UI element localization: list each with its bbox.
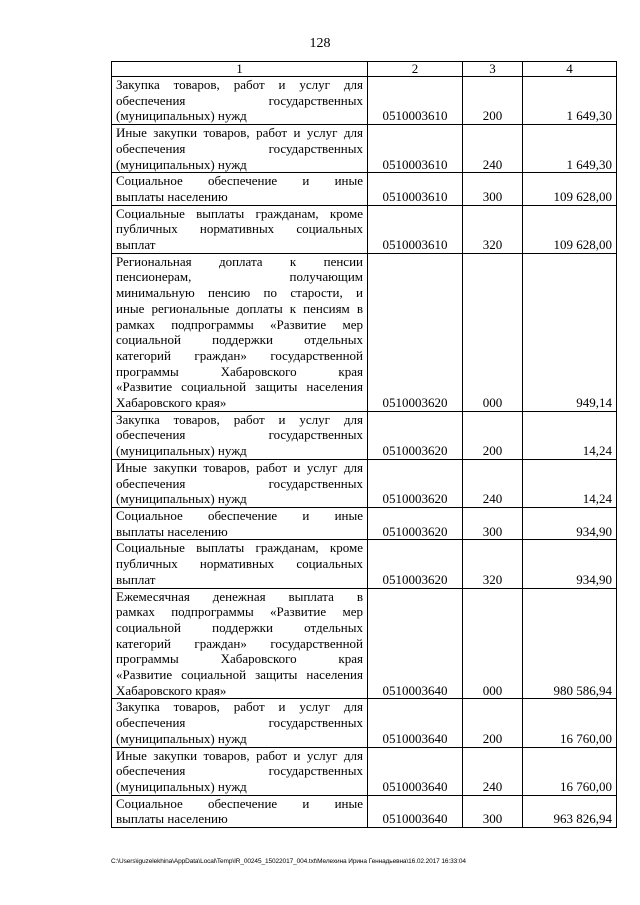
row-name-line: обеспечения государственных: [116, 427, 363, 443]
row-sum-cell: 16 760,00: [523, 747, 617, 795]
row-name-line: «Развитие социальной защиты населения: [116, 379, 363, 395]
table-row: [112, 699, 617, 747]
header-cell-name: 1: [112, 62, 368, 77]
row-code-cell: 0510003640: [368, 588, 463, 699]
row-name-line: (муниципальных) нужд: [116, 730, 247, 746]
row-name-line: «Развитие социальной защиты населения: [116, 667, 363, 683]
row-name-cell: [112, 77, 368, 125]
table-row: [112, 507, 617, 539]
row-name-line: категорий граждан» государственной: [116, 635, 363, 651]
table-row: [112, 795, 617, 827]
row-code-cell: 0510003610: [368, 173, 463, 205]
row-name-line: Хабаровского края»: [116, 682, 227, 698]
row-name-line: Региональная доплата к пенсии: [116, 253, 363, 269]
row-name-line: (муниципальных) нужд: [116, 108, 247, 124]
table-row: [112, 459, 617, 507]
row-expense-type-cell: 300: [463, 795, 523, 827]
row-name-line: обеспечения государственных: [116, 475, 363, 491]
header-cell-code: 2: [368, 62, 463, 77]
table-row: [112, 411, 617, 459]
table-row: [112, 540, 617, 588]
row-sum-cell: 109 628,00: [523, 205, 617, 253]
table-row: [112, 77, 617, 125]
row-expense-type-cell: 200: [463, 699, 523, 747]
file-path-footer: C:\Users\iguzelekhina\AppData\Local\Temp\IR_00245_15022017_004.txt\Мелехина Ирина Геннадьевна\16.02.2017 16:33:04: [111, 858, 466, 865]
row-name-line: выплаты населению: [116, 811, 228, 827]
row-expense-type-cell: 000: [463, 253, 523, 411]
row-name-line: (муниципальных) нужд: [116, 778, 247, 794]
row-name-line: Социальное обеспечение и иные: [116, 507, 363, 523]
row-code-cell: 0510003610: [368, 77, 463, 125]
row-expense-type-cell: 300: [463, 173, 523, 205]
row-name-line: рамках подпрограммы «Развитие мер: [116, 604, 363, 620]
table-row: [112, 253, 617, 411]
row-expense-type-cell: 320: [463, 205, 523, 253]
row-name-line: Социальное обеспечение и иные: [116, 795, 363, 811]
row-name-line: минимальную пенсию по старости, и: [116, 285, 363, 301]
table-body: [112, 62, 617, 828]
row-name-cell: [112, 588, 368, 699]
row-name-line: (муниципальных) нужд: [116, 491, 247, 507]
row-name-line: пенсионерам, получающим: [116, 269, 363, 285]
row-name-line: рамках подпрограммы «Развитие мер: [116, 316, 363, 332]
row-name-cell: [112, 411, 368, 459]
row-expense-type-cell: 240: [463, 459, 523, 507]
header-cell-sum: 4: [523, 62, 617, 77]
row-name-cell: [112, 205, 368, 253]
row-name-cell: [112, 795, 368, 827]
row-name-line: обеспечения государственных: [116, 92, 363, 108]
row-name-cell: [112, 125, 368, 173]
row-name-line: обеспечения государственных: [116, 715, 363, 731]
page-number: 128: [309, 36, 331, 51]
row-name-line: Иные закупки товаров, работ и услуг для: [116, 125, 363, 141]
row-name-cell: [112, 540, 368, 588]
row-name-line: Закупка товаров, работ и услуг для: [116, 77, 363, 92]
row-name-line: Иные закупки товаров, работ и услуг для: [116, 747, 363, 763]
row-expense-type-cell: 000: [463, 588, 523, 699]
row-name-line: иные региональные доплаты к пенсиям в: [116, 300, 363, 316]
header-row: [112, 62, 617, 77]
row-code-cell: 0510003620: [368, 253, 463, 411]
row-sum-cell: 14,24: [523, 411, 617, 459]
row-sum-cell: 980 586,94: [523, 588, 617, 699]
row-name-cell: [112, 507, 368, 539]
table-row: [112, 125, 617, 173]
row-expense-type-cell: 200: [463, 77, 523, 125]
row-sum-cell: 14,24: [523, 459, 617, 507]
table-row: [112, 173, 617, 205]
row-name-line: публичных нормативных социальных: [116, 556, 363, 572]
row-code-cell: 0510003620: [368, 411, 463, 459]
row-code-cell: 0510003620: [368, 540, 463, 588]
row-name-line: Социальное обеспечение и иные: [116, 173, 363, 189]
row-code-cell: 0510003640: [368, 795, 463, 827]
row-name-cell: [112, 459, 368, 507]
row-name-line: Социальные выплаты гражданам, кроме: [116, 540, 363, 556]
row-sum-cell: 16 760,00: [523, 699, 617, 747]
row-sum-cell: 1 649,30: [523, 77, 617, 125]
row-sum-cell: 1 649,30: [523, 125, 617, 173]
row-name-line: Социальные выплаты гражданам, кроме: [116, 205, 363, 221]
row-name-cell: [112, 253, 368, 411]
row-name-line: Закупка товаров, работ и услуг для: [116, 411, 363, 427]
row-name-line: обеспечения государственных: [116, 140, 363, 156]
row-code-cell: 0510003620: [368, 459, 463, 507]
table-row: [112, 205, 617, 253]
row-name-line: социальной поддержки отдельных: [116, 619, 363, 635]
row-expense-type-cell: 240: [463, 747, 523, 795]
row-sum-cell: 109 628,00: [523, 173, 617, 205]
table-row: [112, 588, 617, 699]
header-cell-vr: 3: [463, 62, 523, 77]
row-name-line: Ежемесячная денежная выплата в: [116, 588, 363, 604]
row-code-cell: 0510003640: [368, 699, 463, 747]
row-sum-cell: 949,14: [523, 253, 617, 411]
row-name-line: социальной поддержки отдельных: [116, 332, 363, 348]
row-name-line: программы Хабаровского края: [116, 363, 363, 379]
row-name-cell: [112, 747, 368, 795]
row-name-line: Иные закупки товаров, работ и услуг для: [116, 459, 363, 475]
row-name-line: (муниципальных) нужд: [116, 156, 247, 172]
row-name-line: выплат: [116, 237, 156, 253]
row-name-line: Хабаровского края»: [116, 395, 227, 411]
budget-table: [111, 61, 617, 828]
row-code-cell: 0510003610: [368, 205, 463, 253]
row-name-line: публичных нормативных социальных: [116, 221, 363, 237]
row-code-cell: 0510003640: [368, 747, 463, 795]
row-name-line: выплаты населению: [116, 188, 228, 204]
row-sum-cell: 934,90: [523, 540, 617, 588]
row-code-cell: 0510003620: [368, 507, 463, 539]
row-name-line: обеспечения государственных: [116, 763, 363, 779]
row-name-line: выплаты населению: [116, 523, 228, 539]
row-name-line: (муниципальных) нужд: [116, 443, 247, 459]
row-name-line: Закупка товаров, работ и услуг для: [116, 699, 363, 715]
row-name-line: программы Хабаровского края: [116, 651, 363, 667]
row-expense-type-cell: 320: [463, 540, 523, 588]
row-name-line: категорий граждан» государственной: [116, 347, 363, 363]
row-expense-type-cell: 240: [463, 125, 523, 173]
row-name-line: выплат: [116, 571, 156, 587]
row-name-cell: [112, 699, 368, 747]
table-row: [112, 747, 617, 795]
row-expense-type-cell: 200: [463, 411, 523, 459]
row-sum-cell: 934,90: [523, 507, 617, 539]
row-sum-cell: 963 826,94: [523, 795, 617, 827]
row-expense-type-cell: 300: [463, 507, 523, 539]
row-name-cell: [112, 173, 368, 205]
row-code-cell: 0510003610: [368, 125, 463, 173]
